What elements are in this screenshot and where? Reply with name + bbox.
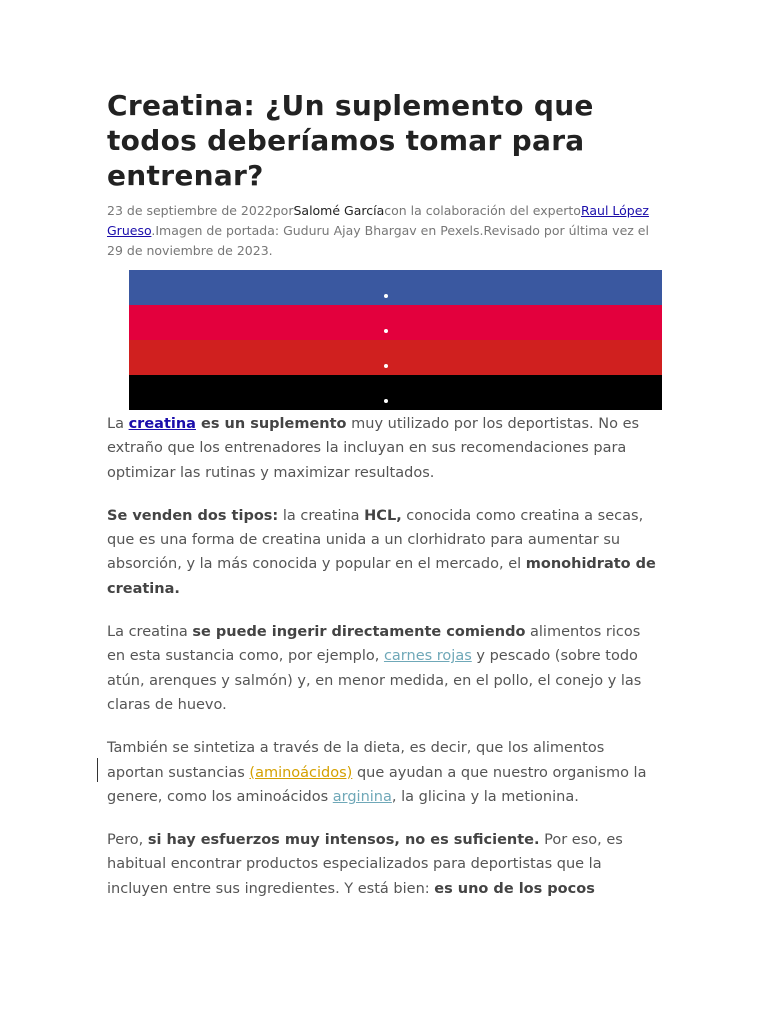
text: y pescado (sobre todo atún, arenques y salmón) y, en menor medida, en el pollo, el conejo y las claras de huevo. <box>107 648 642 713</box>
paragraph-food <box>107 620 663 717</box>
collab-label: con la colaboración del experto <box>384 203 581 218</box>
bold-text: Se venden dos tipos: <box>107 507 279 524</box>
text: La creatina <box>107 624 193 641</box>
stripe-dot <box>384 294 388 298</box>
text: la creatina <box>278 507 365 524</box>
bold-text: si hay esfuerzos muy intensos, no es suficiente. <box>147 832 540 849</box>
paragraph-intense <box>107 828 663 901</box>
author-name: Salomé García <box>293 203 385 218</box>
text: La <box>107 416 129 432</box>
article-body <box>107 412 663 920</box>
text: alimentos ricos en esta sustancia como, por ejemplo, <box>107 624 641 665</box>
bold-text: es un suplemento <box>195 416 347 432</box>
bold-text: monohidrato de creatina. <box>107 556 656 597</box>
paragraph-types <box>107 504 663 601</box>
paragraph-intro <box>107 412 663 485</box>
article-meta <box>107 201 663 261</box>
text: que ayudan a que nuestro organismo la genere, como los aminoácidos <box>107 764 647 805</box>
text: También se sintetiza a través de la dieta, es decir, que los alimentos aportan sustancias <box>107 740 605 781</box>
carnes-rojas-link[interactable]: carnes rojas <box>383 648 472 665</box>
stripe-dot <box>384 329 388 333</box>
stripe-blue <box>129 270 662 305</box>
publish-date: 23 de septiembre de 2022 <box>107 203 273 218</box>
text: , la glicina y la metionina. <box>391 788 579 805</box>
by-label: por <box>272 203 294 218</box>
article-title: Creatina: ¿Un suplemento que todos deberíamos tomar para entrenar? <box>107 89 594 192</box>
cover-image <box>129 270 662 410</box>
bold-text: es uno de los pocos <box>434 880 595 897</box>
text-cursor <box>97 758 98 782</box>
bold-text: se puede ingerir directamente comiendo <box>192 624 526 641</box>
creatina-link[interactable]: creatina <box>128 416 196 432</box>
paragraph-synthesis <box>107 736 663 809</box>
text: conocida como creatina a secas, que es una forma de creatina unida a un clorhidrato para aumentar su absorción, y la más conocida y popular en el mercado, el <box>107 507 644 573</box>
text: Por eso, es habitual encontrar productos especializados para deportistas que la incluyen entre sus ingredientes. Y está bien: <box>107 832 623 897</box>
stripe-black <box>129 375 662 410</box>
text: Pero, <box>107 832 148 849</box>
bold-text: HCL, <box>364 507 402 524</box>
text: muy utilizado por los deportistas. No es extraño que los entrenadores la incluyan en sus recomendaciones para optimizar las rutinas y maximizar resultados. <box>107 416 640 481</box>
stripe-dot <box>384 364 388 368</box>
expert-link[interactable]: Raul López Grueso <box>107 203 649 238</box>
stripe-pink <box>129 305 662 340</box>
stripe-dot <box>384 399 388 403</box>
aminoacidos-link[interactable]: (aminoácidos) <box>249 764 353 781</box>
arginina-link[interactable]: arginina <box>332 788 392 805</box>
stripe-red <box>129 340 662 375</box>
image-credit: .Imagen de portada: Guduru Ajay Bhargav en Pexels. <box>151 223 484 238</box>
revised-date: Revisado por última vez el 29 de noviembre de 2023. <box>107 223 649 258</box>
